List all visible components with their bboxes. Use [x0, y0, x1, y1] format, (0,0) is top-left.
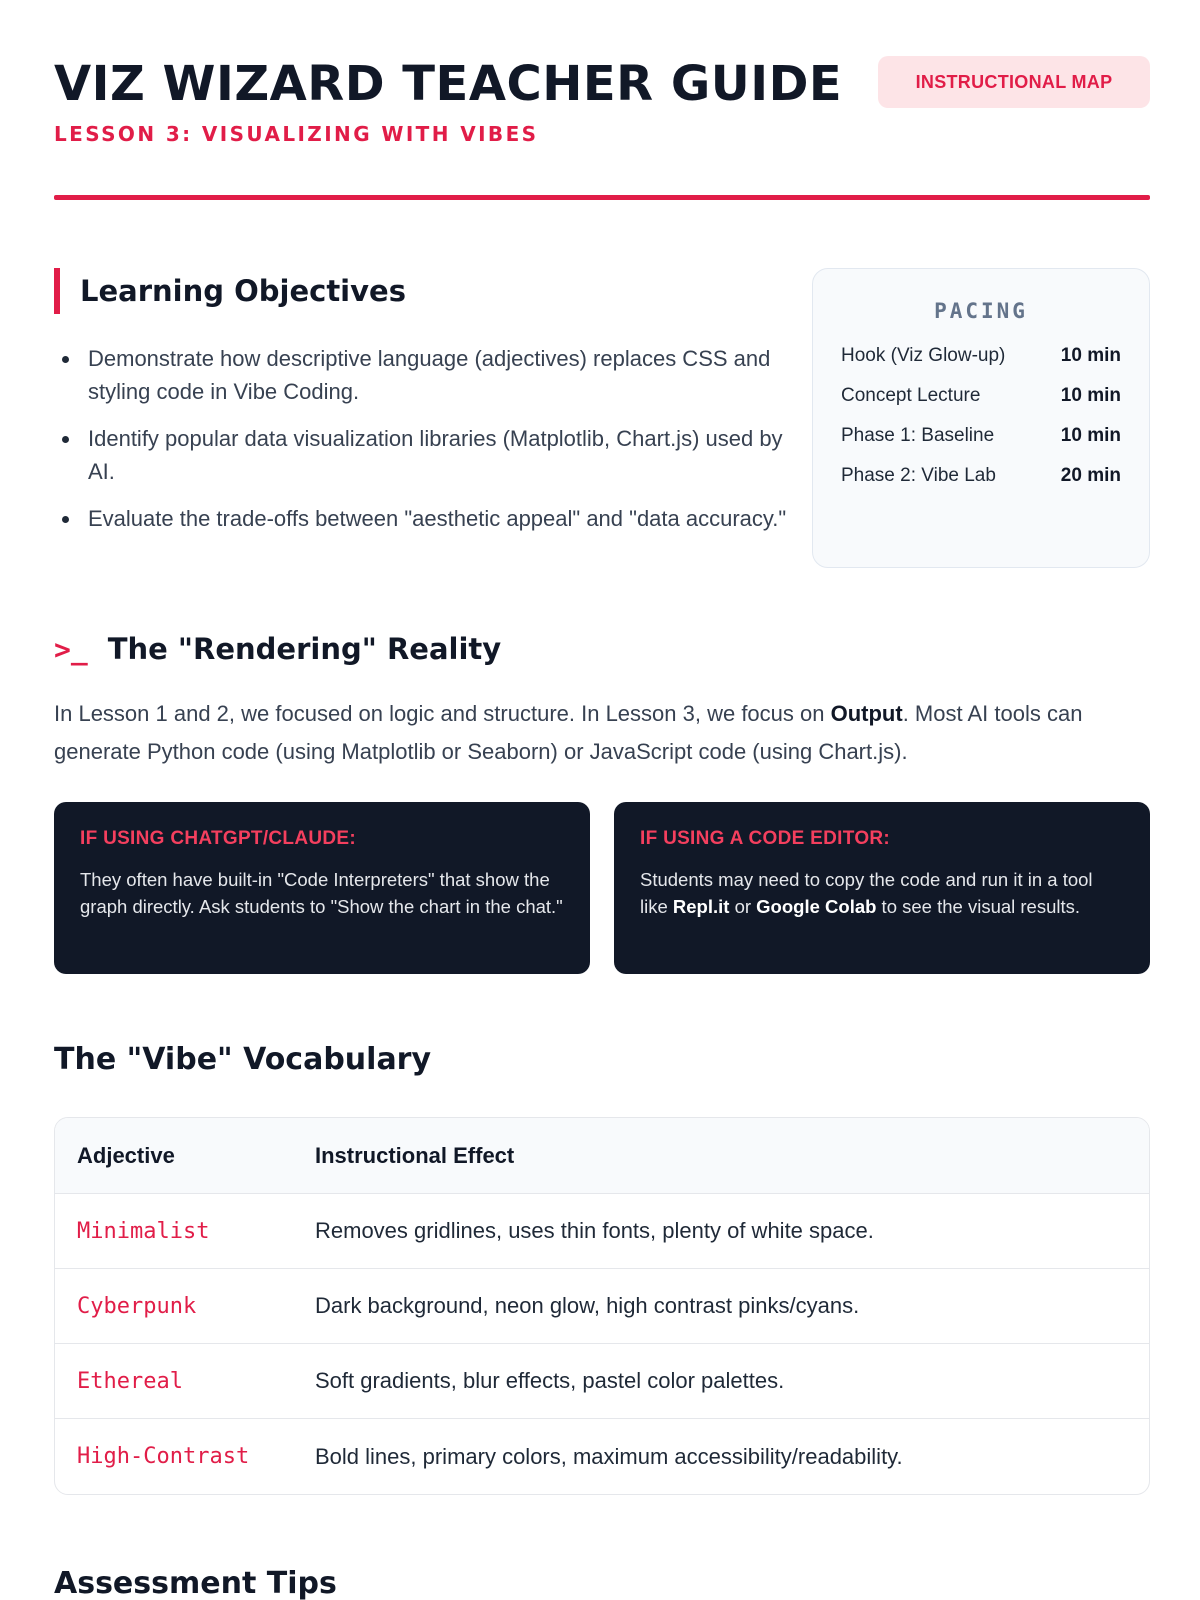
adjective-cell: High-Contrast	[77, 1444, 250, 1469]
adjective-cell: Cyberpunk	[77, 1293, 197, 1319]
list-item: Demonstrate how descriptive language (adjectives) replaces CSS and styling code in Vibe Coding.	[62, 342, 792, 408]
list-item: Evaluate the trade-offs between "aesthetic appeal" and "data accuracy."	[62, 502, 792, 535]
pacing-row	[841, 425, 1121, 447]
terminal-icon: >_	[54, 632, 88, 666]
card-body: They often have built-in "Code Interpreters" that show the graph directly. Ask students to "Show the chart in the chat."	[80, 869, 563, 917]
card-text: or	[729, 896, 757, 917]
vocabulary-heading: The "Vibe" Vocabulary	[54, 1042, 432, 1077]
assessment-heading: Assessment Tips	[54, 1566, 337, 1600]
rendering-text: In Lesson 1 and 2, we focused on logic and structure. In Lesson 3, we focus on	[54, 701, 831, 726]
vocabulary-table	[54, 1117, 1150, 1495]
pacing-title: PACING	[934, 299, 1028, 323]
pacing-value: 20 min	[1060, 465, 1121, 486]
objectives-list	[62, 342, 792, 549]
pacing-label: Phase 1: Baseline	[841, 425, 995, 446]
pacing-value: 10 min	[1060, 345, 1121, 366]
pacing-label: Hook (Viz Glow-up)	[841, 345, 1006, 366]
pacing-card	[812, 268, 1150, 568]
rendering-heading	[54, 626, 501, 672]
adjective-cell: Minimalist	[77, 1218, 210, 1244]
page-title: VIZ WIZARD TEACHER GUIDE	[54, 56, 843, 112]
card-text: Students may need to copy the code and run it in a tool like	[640, 869, 1093, 917]
rendering-text: . Most AI tools can generate Python code (using Matplotlib or Seaborn) or JavaScript code (using Chart.js).	[54, 701, 1083, 764]
table-row	[55, 1419, 1149, 1494]
table-row	[55, 1269, 1149, 1344]
effect-cell: Soft gradients, blur effects, pastel color palettes.	[315, 1368, 785, 1393]
card-text: to see the visual results.	[876, 896, 1081, 917]
pacing-row	[841, 385, 1121, 407]
table-row	[55, 1344, 1149, 1419]
pacing-row	[841, 465, 1121, 487]
card-body	[640, 866, 1124, 920]
effect-cell: Bold lines, primary colors, maximum accessibility/readability.	[315, 1443, 903, 1469]
card-caption: IF USING CHATGPT/CLAUDE:	[80, 828, 357, 849]
effect-cell: Dark background, neon glow, high contrast pinks/cyans.	[315, 1293, 860, 1318]
column-header-adjective: Adjective	[77, 1142, 175, 1168]
list-item: Identify popular data visualization libraries (Matplotlib, Chart.js) used by AI.	[62, 422, 792, 488]
table-row	[55, 1194, 1149, 1269]
pacing-row	[841, 345, 1121, 367]
card-caption: IF USING A CODE EDITOR:	[640, 828, 891, 849]
header-divider	[54, 195, 1150, 200]
objectives-heading: Learning Objectives	[54, 268, 406, 314]
pacing-value: 10 min	[1060, 425, 1121, 446]
code-editor-card	[614, 802, 1150, 974]
pacing-label: Phase 2: Vibe Lab	[841, 465, 996, 486]
rendering-paragraph	[54, 695, 1150, 771]
table-header	[55, 1118, 1149, 1194]
replit-emphasis: Repl.it	[672, 896, 730, 917]
lesson-subtitle: LESSON 3: VISUALIZING WITH VIBES	[54, 122, 539, 146]
page-header	[54, 56, 1150, 201]
colab-emphasis: Google Colab	[756, 896, 877, 917]
rendering-title: The "Rendering" Reality	[107, 632, 502, 666]
instructional-map-badge: INSTRUCTIONAL MAP	[878, 56, 1150, 108]
column-header-effect: Instructional Effect	[315, 1142, 515, 1168]
chatgpt-claude-card	[54, 802, 590, 974]
effect-cell: Removes gridlines, uses thin fonts, plenty of white space.	[315, 1218, 874, 1243]
output-emphasis: Output	[830, 701, 903, 726]
pacing-value: 10 min	[1060, 385, 1121, 406]
pacing-label: Concept Lecture	[841, 385, 981, 406]
adjective-cell: Ethereal	[77, 1368, 183, 1394]
